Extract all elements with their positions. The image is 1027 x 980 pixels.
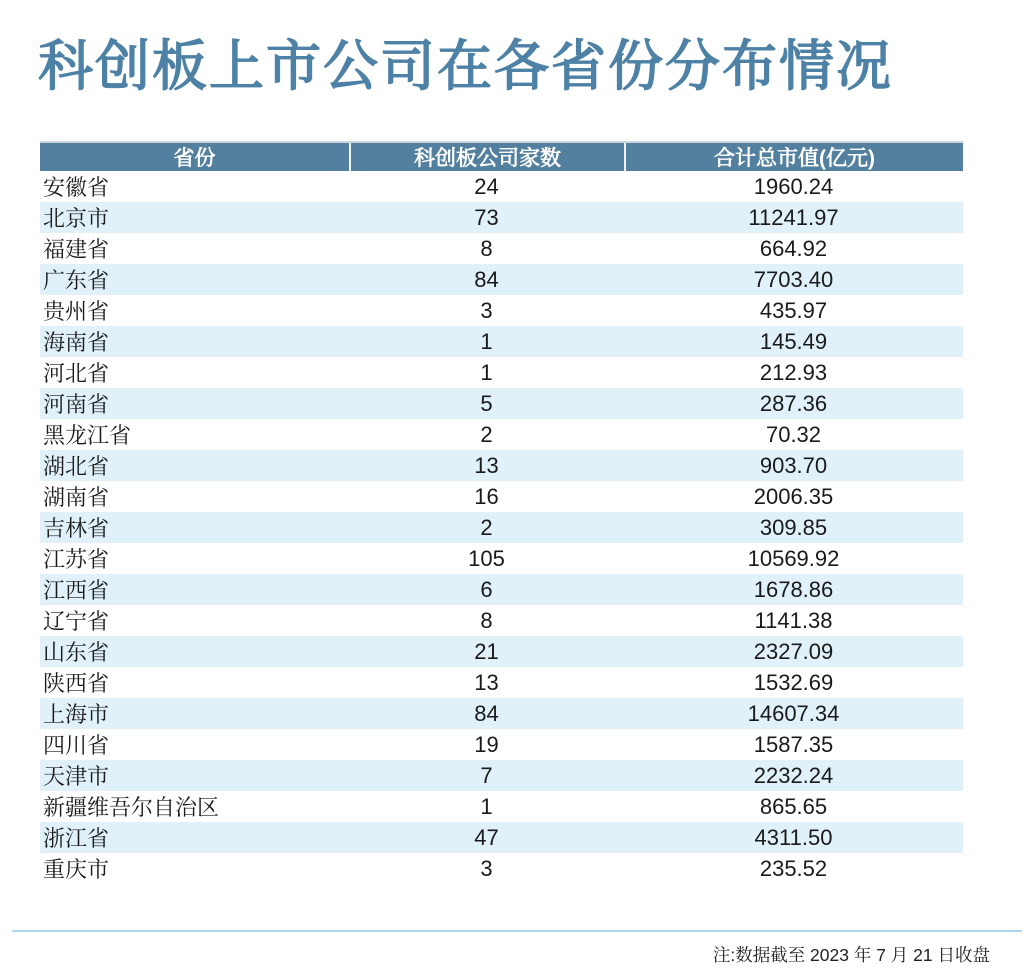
cell-market-cap: 2006.35 [753,483,834,509]
header-cell-market-cap: 合计总市值(亿元) [624,143,963,171]
table-row [40,326,963,357]
cell-market-cap: 903.70 [759,452,828,478]
cell-province: 上海市 [43,702,110,727]
cell-province: 新疆维吾尔自治区 [43,795,220,820]
cell-province: 四川省 [43,733,110,758]
table-row [40,450,963,481]
cell-market-cap: 10569.92 [747,545,840,571]
cell-province: 浙江省 [43,826,110,851]
table-row [40,667,963,698]
cell-province: 江西省 [43,578,110,603]
table-row [40,791,963,822]
table-row [40,605,963,636]
table-row [40,822,963,853]
cell-market-cap: 11241.97 [748,204,839,230]
table-row [40,543,963,574]
cell-province: 黑龙江省 [43,423,132,448]
table-row [40,419,963,450]
cell-province: 陕西省 [43,671,110,696]
cell-market-cap: 14607.34 [747,700,840,726]
cell-company-count: 2 [480,514,493,540]
cell-market-cap: 1587.35 [753,731,834,757]
cell-market-cap: 664.92 [759,235,828,261]
cell-market-cap: 7703.40 [753,266,834,292]
cell-market-cap: 1141.38 [754,607,833,633]
page-title: 科创板上市公司在各省份分布情况 [38,35,894,97]
cell-province: 海南省 [43,330,110,355]
table-row [40,388,963,419]
cell-company-count: 5 [480,390,493,416]
cell-company-count: 7 [480,762,493,788]
cell-company-count: 19 [474,731,499,757]
cell-province: 贵州省 [43,299,110,324]
cell-company-count: 1 [480,359,493,385]
cell-province: 广东省 [43,268,110,293]
table-row [40,295,963,326]
cell-company-count: 8 [480,607,493,633]
table-row [40,729,963,760]
cell-province: 辽宁省 [43,609,110,634]
table-header-row [40,141,963,171]
cell-company-count: 13 [474,669,499,695]
cell-province: 吉林省 [43,516,110,541]
cell-province: 安徽省 [43,175,110,200]
cell-company-count: 84 [474,266,499,292]
cell-market-cap: 212.93 [759,359,828,385]
cell-province: 天津市 [43,764,110,789]
cell-province: 山东省 [43,640,110,665]
cell-company-count: 47 [474,824,499,850]
header-cell-company-count: 科创板公司家数 [349,143,624,171]
cell-company-count: 13 [474,452,499,478]
cell-company-count: 1 [480,793,493,819]
footer-divider [12,930,1022,932]
cell-market-cap: 1532.69 [753,669,834,695]
cell-province: 福建省 [43,237,110,262]
cell-company-count: 3 [480,297,493,323]
cell-market-cap: 2327.09 [753,638,834,664]
cell-market-cap: 309.85 [759,514,828,540]
cell-company-count: 8 [480,235,493,261]
table-row [40,636,963,667]
table-row [40,233,963,264]
cell-province: 河北省 [43,361,110,386]
cell-province: 湖北省 [43,454,110,479]
table-row [40,481,963,512]
province-distribution-table [40,141,963,884]
cell-market-cap: 70.32 [765,421,822,447]
table-body [40,171,963,884]
cell-market-cap: 435.97 [759,297,828,323]
cell-market-cap: 145.49 [759,328,828,354]
cell-company-count: 73 [474,204,499,230]
table-row [40,574,963,605]
cell-company-count: 1 [480,328,493,354]
table-row [40,202,963,233]
cell-company-count: 24 [474,173,499,199]
cell-province: 江苏省 [43,547,110,572]
cell-company-count: 6 [480,576,493,602]
cell-market-cap: 1678.86 [753,576,834,602]
cell-province: 北京市 [43,206,110,231]
cell-province: 湖南省 [43,485,110,510]
cell-company-count: 105 [468,545,505,571]
cell-market-cap: 4311.50 [754,824,833,850]
table-row [40,760,963,791]
header-cell-province: 省份 [173,147,216,170]
table-row [40,357,963,388]
cell-company-count: 16 [474,483,499,509]
cell-company-count: 84 [474,700,499,726]
cell-company-count: 3 [480,855,493,881]
table-row [40,853,963,884]
cell-market-cap: 2232.24 [753,762,834,788]
table-row [40,698,963,729]
footnote: 注:数据截至 2023 年 7 月 21 日收盘 [712,945,990,965]
cell-company-count: 21 [474,638,499,664]
cell-market-cap: 865.65 [759,793,828,819]
cell-market-cap: 1960.24 [753,173,834,199]
table-row [40,264,963,295]
cell-province: 重庆市 [43,857,110,882]
cell-province: 河南省 [43,392,110,417]
cell-market-cap: 287.36 [759,390,828,416]
cell-company-count: 2 [480,421,493,447]
table-row [40,512,963,543]
cell-market-cap: 235.52 [759,855,828,881]
table-row [40,171,963,202]
